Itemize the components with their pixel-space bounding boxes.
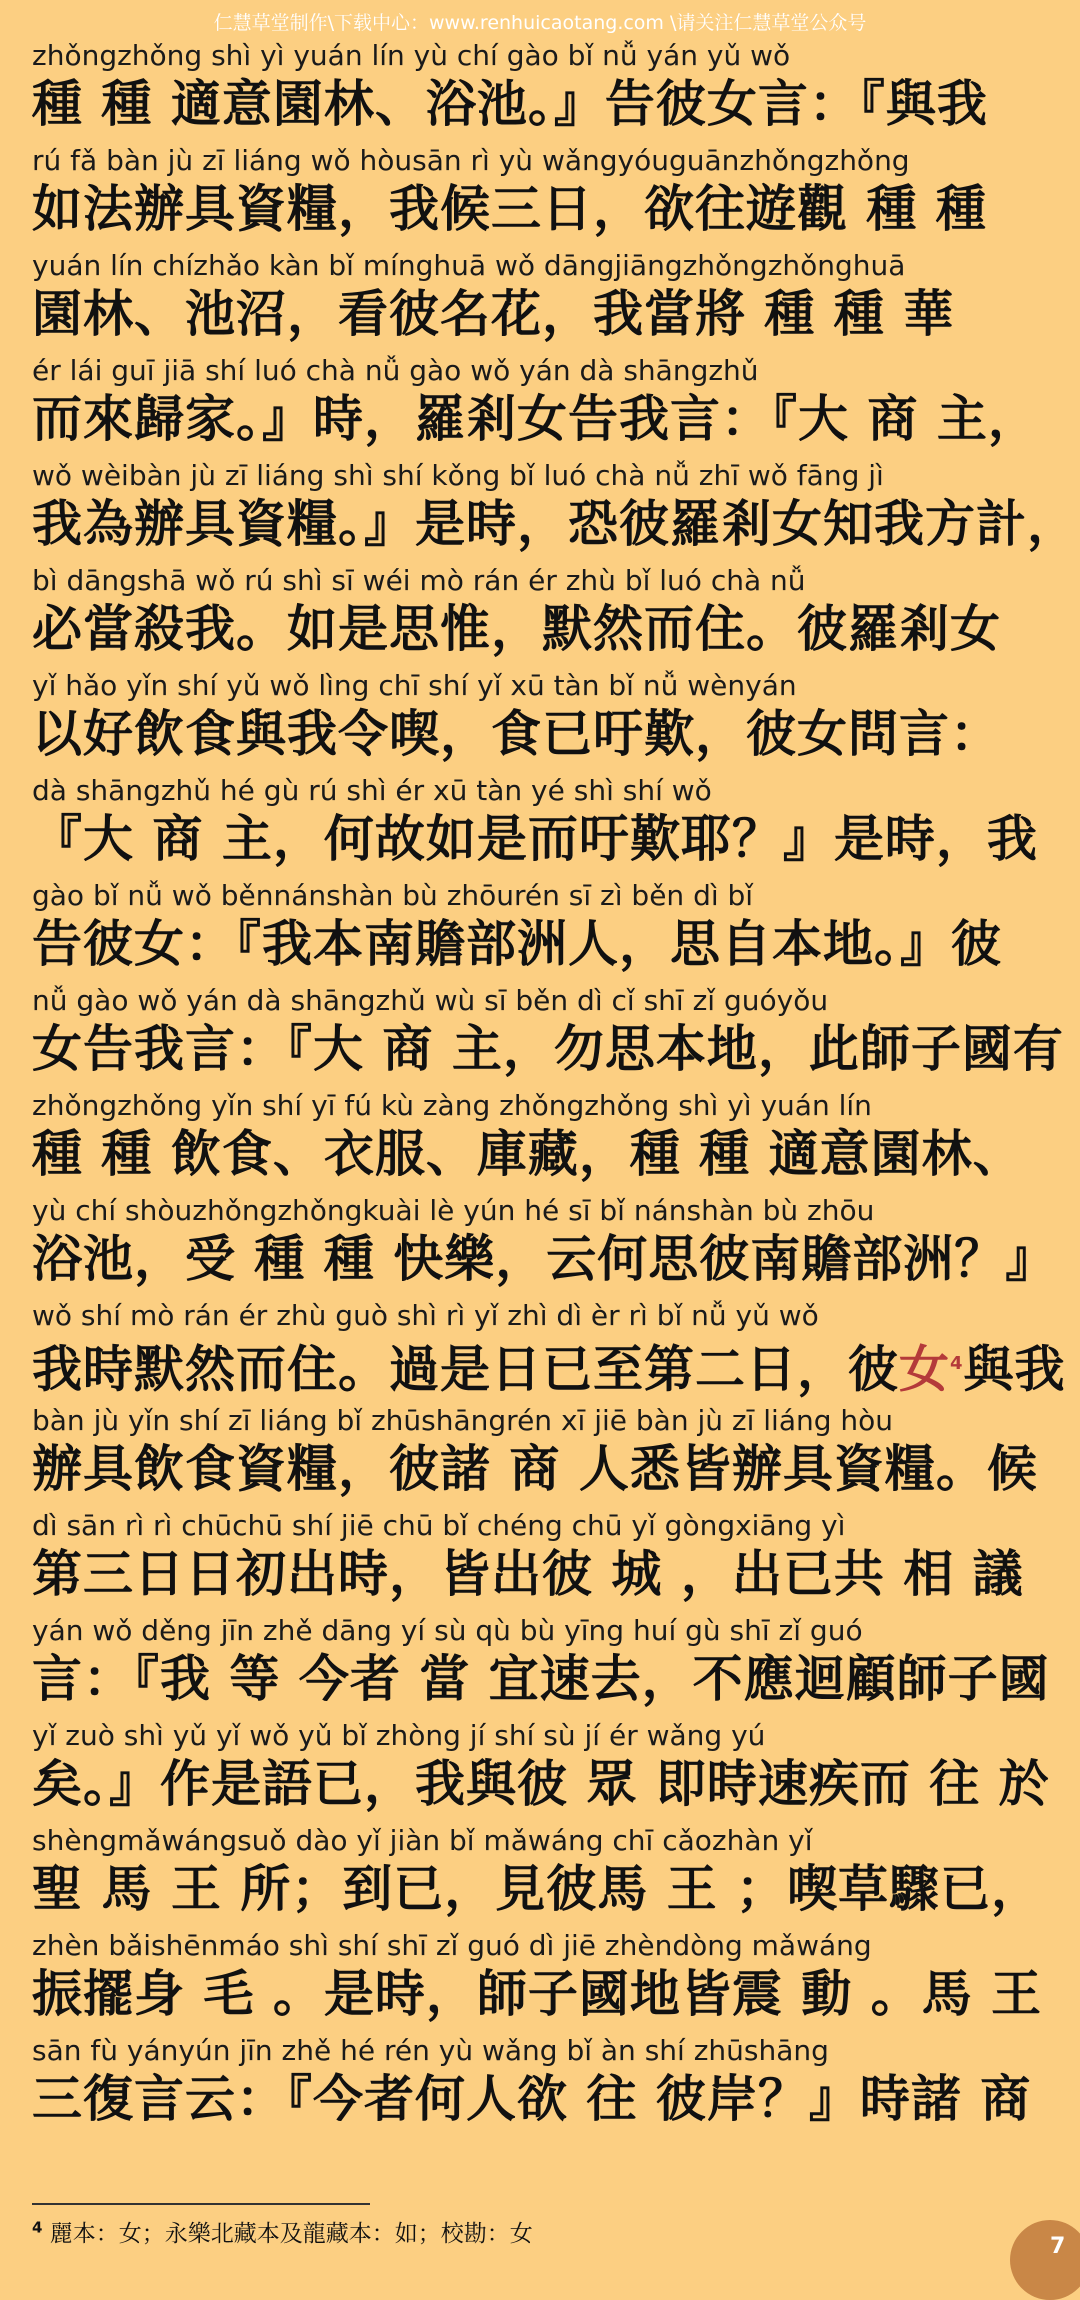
footnote-divider	[32, 2203, 370, 2205]
chinese-text: 振擺身 毛 。是時，師子國地皆震 動 。馬 王	[32, 1965, 1043, 2023]
pinyin-annotation: shèngmǎwángsuǒ dào yǐ jiàn bǐ mǎwáng chī cǎozhàn yǐ	[32, 1824, 813, 1857]
text-line	[32, 143, 1072, 248]
footnote-reference[interactable]: 4	[950, 1353, 964, 1374]
text-line	[32, 458, 1078, 563]
chinese-text: 而來歸家。』時，羅剎女告我言：『大 商 主，	[32, 390, 1039, 448]
chinese-text: 以好飲食與我令喫，食已吁歎，彼女問言：	[32, 705, 1001, 763]
text-line	[32, 1613, 1072, 1718]
chinese-text: 園林、池沼，看彼名花，我當將 種 種 華	[32, 285, 955, 343]
text-line	[32, 563, 1072, 668]
footnote-number: 4	[32, 2218, 43, 2237]
text-line	[32, 2033, 1072, 2138]
page-number: 7	[1050, 2234, 1066, 2259]
chinese-text: 女告我言：『大 商 主，勿思本地，此師子國有	[32, 1020, 1064, 1078]
text-line	[32, 1403, 1072, 1508]
chinese-text: 如法辦具資糧，我候三日，欲往遊觀 種 種	[32, 180, 987, 238]
pinyin-annotation: yuán lín chízhǎo kàn bǐ mínghuā wǒ dāngjiāngzhǒngzhǒnghuā	[32, 249, 906, 282]
pinyin-annotation: yù chí shòuzhǒngzhǒngkuài lè yún hé sī bǐ nánshàn bù zhōu	[32, 1194, 875, 1227]
text-line	[32, 353, 1072, 458]
pinyin-annotation: sān fù yányún jīn zhě hé rén yù wǎng bǐ àn shí zhūshāng	[32, 2034, 829, 2067]
text-line	[32, 773, 1072, 878]
chinese-text: 第三日日初出時，皆出彼 城 ，出已共 相 議	[32, 1545, 1024, 1603]
chinese-text: 種 種 適意園林、浴池。』告彼女言：『與我	[32, 75, 988, 133]
text-line	[32, 1298, 1072, 1403]
pinyin-annotation: bì dāngshā wǒ rú shì sī wéi mò rán ér zhù bǐ luó chà nǚ	[32, 564, 806, 597]
pinyin-annotation: yǐ hǎo yǐn shí yǔ wǒ lìng chī shí yǐ xū tàn bǐ nǚ wènyán	[32, 669, 797, 702]
scripture-body	[32, 38, 1078, 2138]
pinyin-annotation: zhǒngzhǒng yǐn shí yī fú kù zàng zhǒngzhǒng shì yì yuán lín	[32, 1089, 872, 1122]
page-header: 仁慧草堂制作\下载中心：www.renhuicaotang.com \请关注仁慧草堂公众号	[213, 12, 867, 34]
pinyin-annotation: rú fǎ bàn jù zī liáng wǒ hòusān rì yù wǎngyóuguānzhǒngzhǒng	[32, 144, 910, 177]
text-line	[32, 1508, 1072, 1613]
pinyin-annotation: zhǒngzhǒng shì yì yuán lín yù chí gào bǐ nǚ yán yǔ wǒ	[32, 39, 791, 72]
chinese-text: 告彼女：『我本南贍部洲人，思自本地。』彼	[32, 915, 1002, 973]
text-line	[32, 878, 1072, 983]
text-line	[32, 1718, 1072, 1823]
text-line	[32, 1088, 1072, 1193]
pinyin-annotation: zhèn bǎishēnmáo shì shí shī zǐ guó dì jiē zhèndòng mǎwáng	[32, 1929, 872, 1962]
text-line	[32, 1928, 1072, 2033]
chinese-text: 三復言云：『今者何人欲 往 彼岸？』時諸 商	[32, 2070, 1032, 2128]
chinese-text: 言：『我 等 今者 當 宜速去，不應迴顧師子國	[32, 1650, 1050, 1708]
footnoted-character: 女	[899, 1340, 950, 1399]
chinese-text: 『大 商 主，何故如是而吁歎耶？』是時，我	[32, 810, 1038, 868]
chinese-text: 必當殺我。如是思惟，默然而住。彼羅剎女	[32, 600, 1001, 658]
pinyin-annotation: yǐ zuò shì yǔ yǐ wǒ yǔ bǐ zhòng jí shí sù jí ér wǎng yú	[32, 1719, 766, 1752]
text-line	[32, 1193, 1072, 1298]
text-line	[32, 248, 1072, 353]
footnote	[32, 2215, 932, 2248]
chinese-text: 我時默然而住。過是日已至第二日，彼女$^4$與我	[32, 1340, 1066, 1399]
chinese-text: 辦具飲食資糧，彼諸 商 人悉皆辦具資糧。候	[32, 1440, 1038, 1498]
page-number-badge	[1010, 2220, 1080, 2300]
chinese-text: 我為辦具資糧。』是時，恐彼羅剎女知我方計，	[32, 495, 1078, 553]
text-line	[32, 1823, 1072, 1928]
footnote-text: 麗本：女；永樂北藏本及龍藏本：如；校勘：女	[49, 2221, 533, 2247]
chinese-text: 浴池，受 種 種 快樂，云何思彼南贍部洲？』	[32, 1230, 1057, 1288]
pinyin-annotation: dì sān rì rì chūchū shí jiē chū bǐ chéng chū yǐ gòngxiāng yì	[32, 1509, 846, 1542]
pinyin-annotation: bàn jù yǐn shí zī liáng bǐ zhūshāngrén xī jiē bàn jù zī liáng hòu	[32, 1404, 894, 1437]
chinese-text: 種 種 飲食、衣服、庫藏，種 種 適意園林、	[32, 1125, 1024, 1183]
pinyin-annotation: wǒ shí mò rán ér zhù guò shì rì yǐ zhì dì èr rì bǐ nǚ yǔ wǒ	[32, 1299, 819, 1332]
chinese-text: 聖 馬 王 所；到已，見彼馬 王 ；喫草驟已，	[32, 1860, 1043, 1918]
text-line	[32, 668, 1072, 773]
chinese-text: 矣。』作是語已，我與彼 眾 即時速疾而 往 於	[32, 1755, 1050, 1813]
pinyin-annotation: nǚ gào wǒ yán dà shāngzhǔ wù sī běn dì cǐ shī zǐ guóyǒu	[32, 984, 829, 1017]
pinyin-annotation: yán wǒ děng jīn zhě dāng yí sù qù bù yīng huí gù shī zǐ guó	[32, 1614, 863, 1647]
pinyin-annotation: ér lái guī jiā shí luó chà nǚ gào wǒ yán dà shāngzhǔ	[32, 354, 759, 387]
pinyin-annotation: wǒ wèibàn jù zī liáng shì shí kǒng bǐ luó chà nǚ zhī wǒ fāng jì	[32, 459, 884, 492]
pinyin-annotation: gào bǐ nǚ wǒ běnnánshàn bù zhōurén sī zì běn dì bǐ	[32, 879, 754, 912]
text-line	[32, 38, 1072, 143]
text-line	[32, 983, 1072, 1088]
pinyin-annotation: dà shāngzhǔ hé gù rú shì ér xū tàn yé shì shí wǒ	[32, 774, 712, 807]
